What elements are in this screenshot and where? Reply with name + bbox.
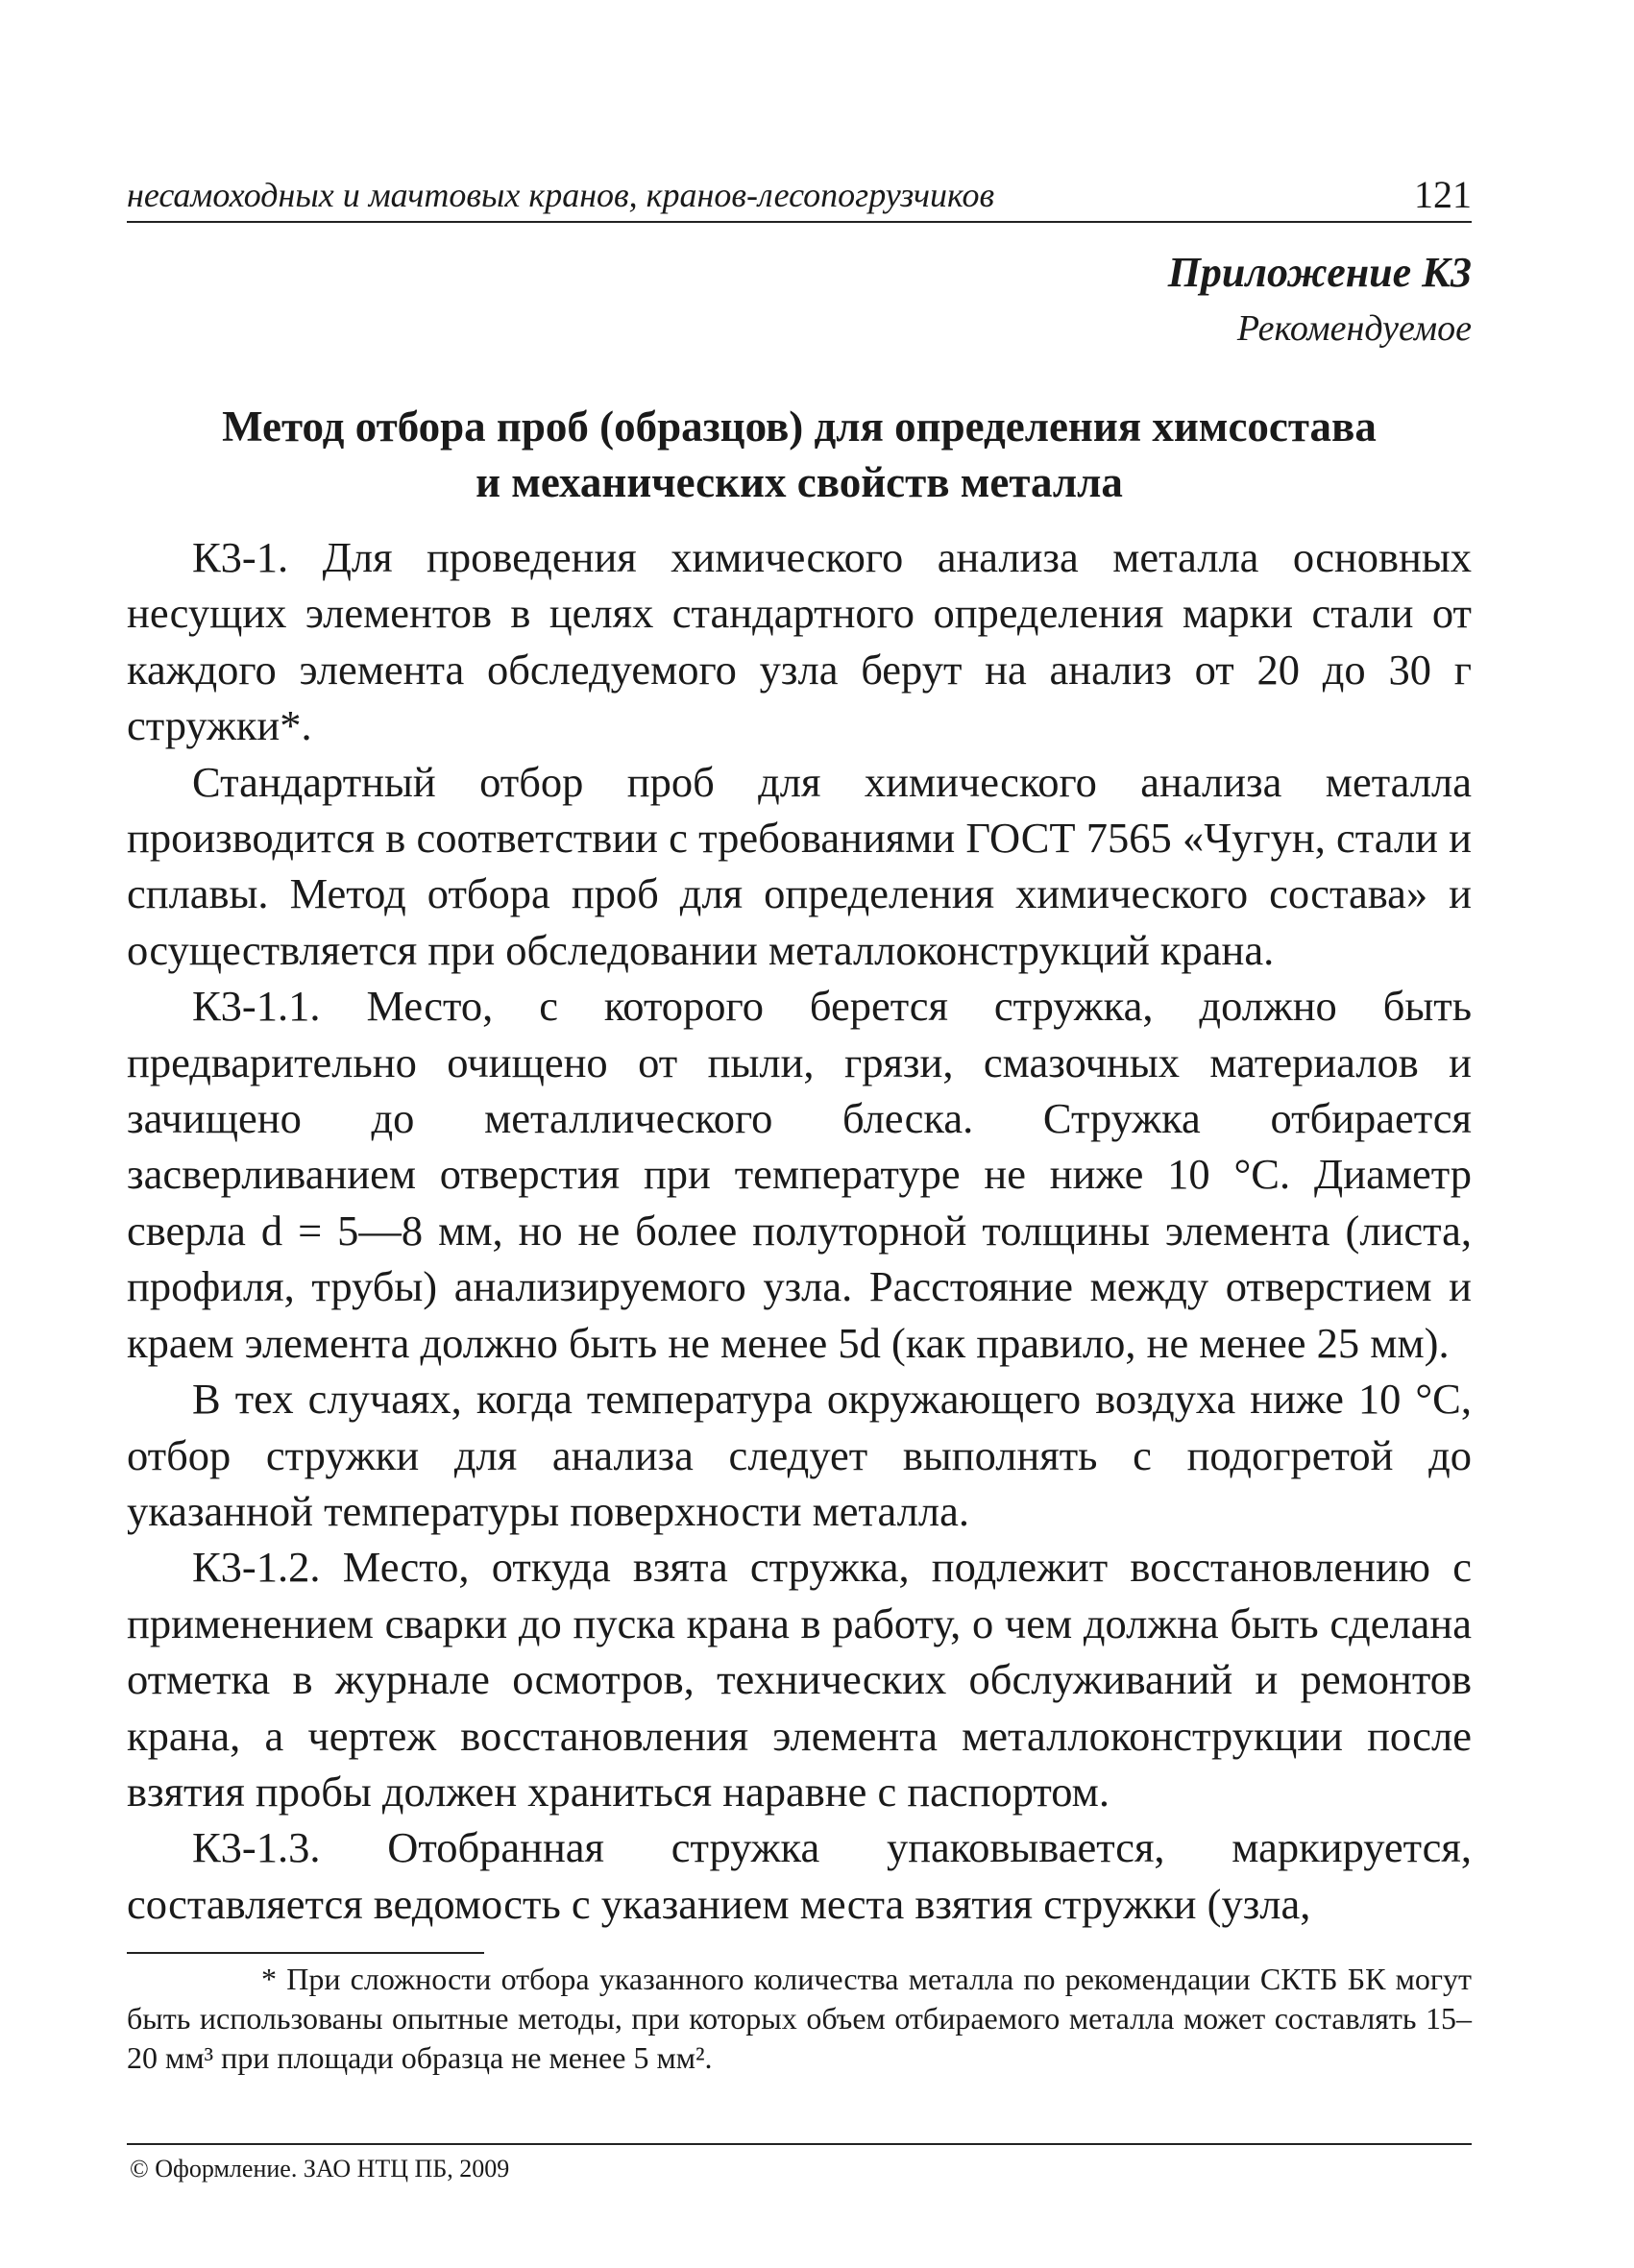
document-title-line-1: Метод отбора проб (образцов) для определения химсостава bbox=[222, 402, 1377, 451]
page-number: 121 bbox=[1414, 173, 1472, 216]
appendix-title: Приложение К3 bbox=[1167, 249, 1472, 296]
footnote: * При сложности отбора указанного количества металла по рекомендации СКТБ БК могут быть использованы опытные методы, при которых объем отбираемого металла может составлять 15–20 мм³ при площади образца не менее 5 мм². bbox=[127, 1962, 1472, 2075]
paragraph-k3-1: К3-1. Для проведения химического анализа металла основных несущих элементов в целях стандартного определения марки стали от каждого элемента обследуемого узла берут на анализ от 20 до 30 г стружки*. bbox=[127, 533, 1472, 750]
page-header bbox=[127, 165, 1472, 223]
paragraph-low-temperature: В тех случаях, когда температура окружающего воздуха ниже 10 °С, отбор стружки для анализа следует выполнять с подогретой до указанной температуры поверхности металла. bbox=[127, 1375, 1472, 1535]
document-title bbox=[127, 399, 1472, 510]
paragraph-k3-1-2: К3-1.2. Место, откуда взята стружка, подлежит восстановлению с применением сварки до пуска крана в работу, о чем должна быть сделана отметка в журнале осмотров, технических обслуживаний и ремонтов крана, а чертеж восстановления элемента металлоконструкции после взятия пробы должен храниться наравне с паспортом. bbox=[127, 1543, 1472, 1816]
paragraph-k3-1-3: К3-1.3. Отобранная стружка упаковывается, маркируется, составляется ведомость с указанием места взятия стружки (узла, bbox=[127, 1823, 1472, 1928]
document-title-line-2: и механических свойств металла bbox=[476, 458, 1123, 506]
running-head: несамоходных и мачтовых кранов, кранов-лесопогрузчиков bbox=[127, 176, 995, 214]
paragraph-standard-sampling: Стандартный отбор проб для химического анализа металла производится в соответствии с требованиями ГОСТ 7565 «Чугун, стали и сплавы. Метод отбора проб для определения химического состава» и осуществляется при обследовании металлоконструкций крана. bbox=[127, 757, 1472, 974]
body-text bbox=[127, 529, 1472, 1932]
paragraph-k3-1-1: К3-1.1. Место, с которого берется стружка, должно быть предварительно очищено от пыли, грязи, смазочных материалов и зачищено до металлического блеска. Стружка отбирается засверливанием отверстия при температуре не ниже 10 °С. Диаметр сверла d = 5—8 мм, но не более полуторной толщины элемента (листа, профиля, трубы) анализируемого узла. Расстояние между отверстием и краем элемента должно быть не менее 5d (как правило, не менее 25 мм). bbox=[127, 982, 1472, 1367]
footnote-divider bbox=[127, 1952, 484, 1954]
copyright-notice: © Оформление. ЗАО НТЦ ПБ, 2009 bbox=[130, 2155, 510, 2183]
appendix-status: Рекомендуемое bbox=[1236, 308, 1472, 349]
footer-divider bbox=[127, 2143, 1472, 2145]
